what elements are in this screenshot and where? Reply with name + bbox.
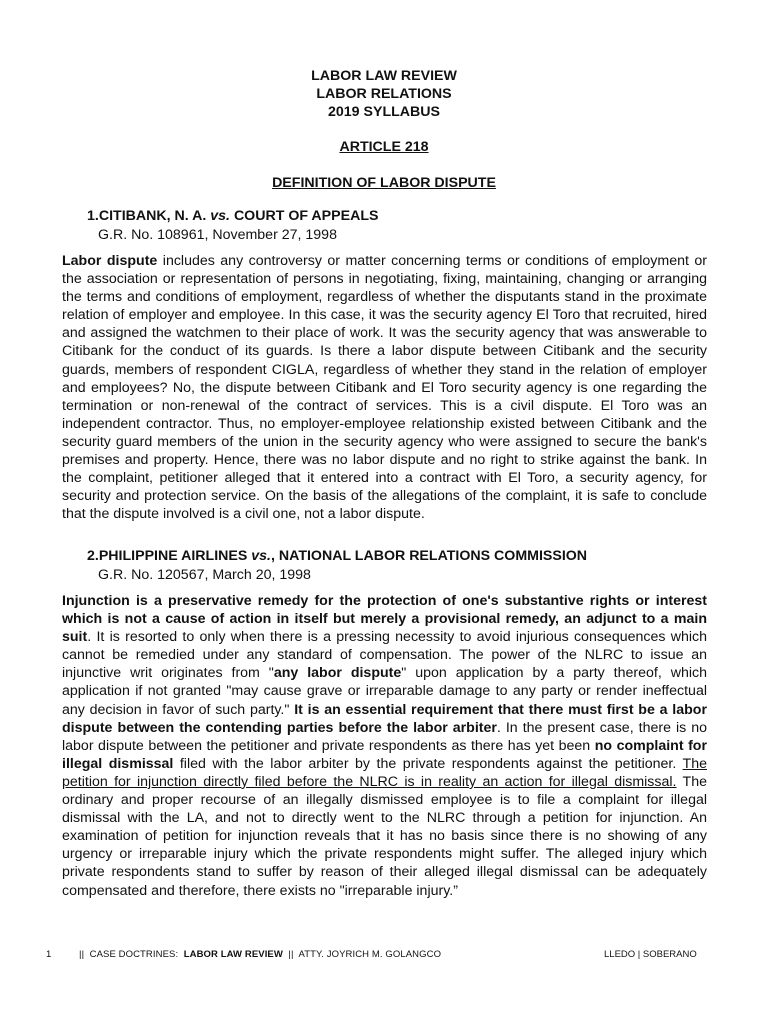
paragraph-text: " upon application by a party thereof, which application if not granted "may cause grave or irreparable damage to any party or render ineffectual any decision in favor of such party."	[62, 665, 707, 718]
paragraph-text: includes any controversy or matter concerning terms or conditions of employment or the association or representation of persons in negotiating, fixing, maintaining, changing or arranging the terms and conditions of employment, regardless of whether the disputants stand in the proximate relation of employer and employee. In this case, it was the security agency El Toro that recruited, hired and assigned the watchmen to their place of work. It was the security agency that was answerable to Citibank for the conduct of its guards. Is there a labor dispute between Citibank and the security guards, members of respondent CIGLA, regardless of whether they stand in the relation of employer and employees? No, the dispute between Citibank and El Toro security agency is one regarding the termination or non-renewal of the contract of services. This is a civil dispute. El Toro was an independent contractor. Thus, no employer-employee relationship existed between Citibank and the security guard members of the union in the security agency who were assigned to secure the bank's premises and property. Hence, there was no labor dispute and no right to strike against the bank. In the complaint, petitioner alleged that it entered into a contract with El Toro, a security agency, for security and protection service. On the basis of the allegations of the complaint, it is safe to conclude that the dispute involved is a civil one, not a labor dispute.	[62, 253, 707, 523]
footer-course: LABOR LAW REVIEW	[183, 949, 283, 960]
page-number: 1	[46, 949, 52, 960]
definition-heading: DEFINITION OF LABOR DISPUTE	[272, 175, 496, 191]
case-2-title	[87, 548, 587, 564]
footer-label: || CASE DOCTRINES:	[79, 949, 184, 960]
bold-term: any labor dispute	[273, 665, 402, 682]
page-footer	[0, 949, 768, 963]
case-1-gr-number: G.R. No. 108961, November 27, 1998	[98, 227, 337, 243]
case-versus: vs.	[251, 548, 271, 564]
header-line-subject: LABOR RELATIONS	[316, 86, 452, 102]
article-heading: ARTICLE 218	[339, 139, 429, 155]
paragraph-text: . In the present case, there is no labor dispute between the petitioner and private respondents as there has yet been	[62, 719, 707, 754]
paragraph-text: . It is resorted to only when there is a pressing necessity to avoid injurious consequences which cannot be remedied under any standard of compensation. The power of the NLRC to issue an injunctive writ originates from "	[62, 629, 707, 682]
case-party: CITIBANK, N. A.	[98, 208, 207, 224]
bold-doctrine: Injunction is a preservative remedy for the protection of one's substantive rights or interest which is not a cause of action in itself but merely a provisional remedy, an adjunct to a main suit	[62, 593, 707, 646]
paragraph-text: filed with the labor arbiter by the private respondents against the petitioner.	[173, 755, 683, 772]
case-versus: vs.	[210, 208, 230, 224]
case-2-gr-number: G.R. No. 120567, March 20, 1998	[98, 567, 311, 583]
case-number: 2.	[87, 548, 99, 564]
underlined-holding: The petition for injunction directly filed before the NLRC is in reality an action for illegal dismissal.	[62, 755, 707, 790]
case-party: COURT OF APPEALS	[233, 208, 379, 224]
footer-author: || ATTY. JOYRICH M. GOLANGCO	[282, 949, 442, 960]
case-party: PHILIPPINE AIRLINES	[98, 548, 248, 564]
case-party: , NATIONAL LABOR RELATIONS COMMISSION	[271, 548, 588, 564]
header-line-syllabus: 2019 SYLLABUS	[328, 104, 440, 120]
footer-authors: LLEDO | SOBERANO	[604, 949, 697, 960]
paragraph-text: The ordinary and proper recourse of an illegally dismissed employee is to file a complaint for illegal dismissal with the LA, and not to directly went to the NLRC through a petition for injunction. An examination of petition for injunction reveals that it has no basis since there is no showing of any urgency or irreparable injury which the private respondents might suffer. The alleged injury which private respondents stand to suffer by reason of their alleged illegal dismissal can be adequately compensated and therefore, there exists no "irreparable injury.”	[62, 773, 707, 899]
case-number: 1.	[87, 208, 99, 224]
bold-term: no complaint for illegal dismissal	[62, 737, 707, 772]
footer-course-info	[79, 949, 441, 960]
document-header	[0, 67, 768, 121]
case-1-doctrine-paragraph	[62, 252, 707, 523]
bold-doctrine: It is an essential requirement that there must first be a labor dispute between the contending parties before the labor arbiter	[62, 701, 707, 736]
header-line-course: LABOR LAW REVIEW	[311, 68, 457, 84]
case-1-title	[87, 208, 378, 224]
bold-term: Labor dispute	[62, 253, 158, 269]
case-2-doctrine-paragraph	[62, 592, 707, 900]
